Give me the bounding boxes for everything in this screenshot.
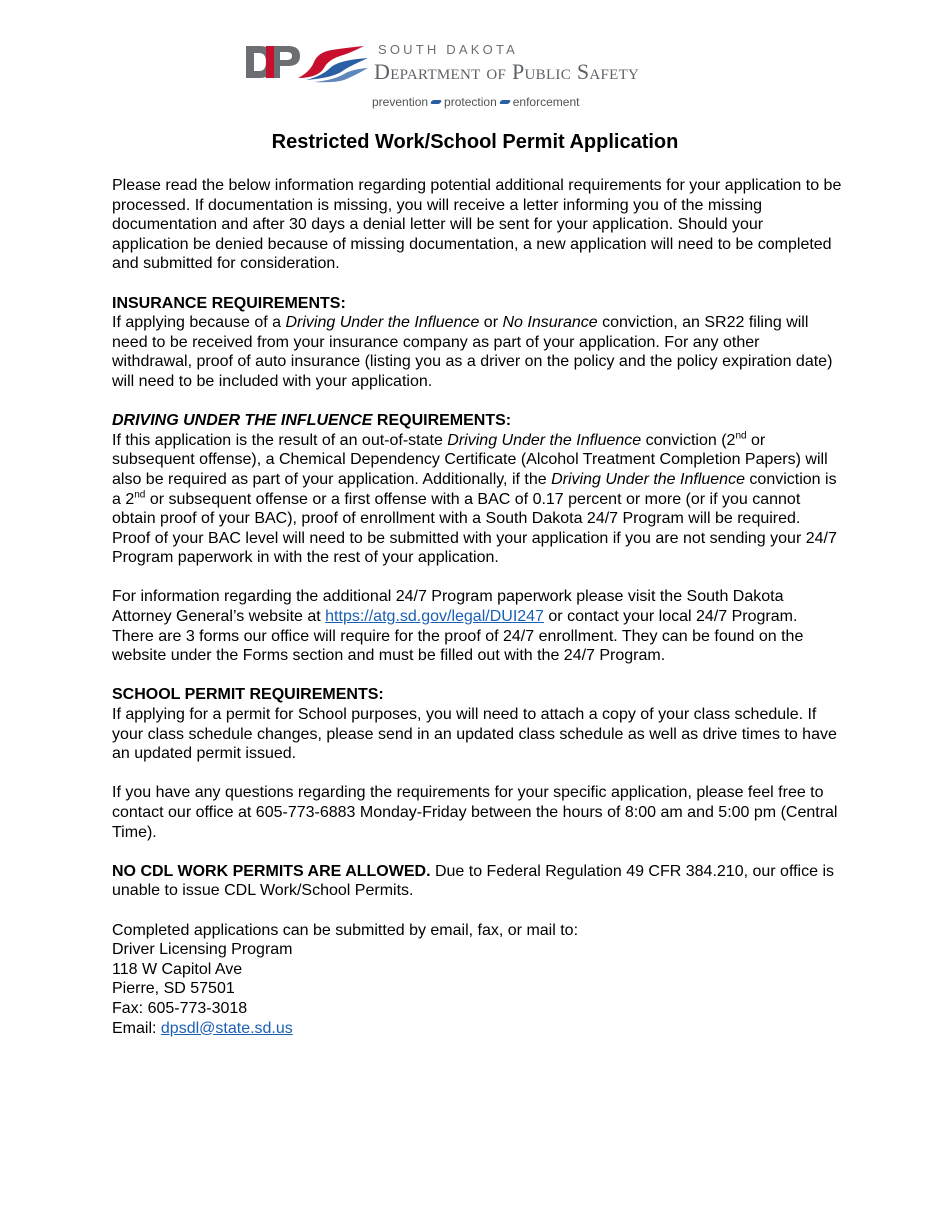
insurance-text-3: conviction, an SR22 filing will need to be received from your insurance company as part of your application. For any other withdrawal, proof of auto insurance (listing you as a driver on the policy and the policy expiration date) will need to be included with your application. [112,314,833,390]
insurance-italic-no-insurance: No Insurance [502,314,598,332]
dui-superscript-1: nd [735,430,747,442]
fax-line: Fax: 605-773-3018 [112,999,248,1017]
insurance-italic-dui: Driving Under the Influence [285,314,480,332]
insurance-heading: INSURANCE REQUIREMENTS: [112,294,346,312]
program-text-2: or contact your local 24/7 Program. There are 3 forms our office will require for the proof of 24/7 enrollment. They can be found on the website under the Forms section and must be filled out with the 24/7 Program. [112,608,804,665]
dui-superscript-2: nd [134,489,146,501]
address-city: Pierre, SD 57501 [112,980,235,998]
cdl-bold-text: NO CDL WORK PERMITS ARE ALLOWED. [112,862,431,880]
dui-italic-2: Driving Under the Influence [551,470,745,488]
dps-logo-mark-icon [244,42,369,86]
page-title: Restricted Work/School Permit Application [271,131,679,153]
tagline-enforcement: enforcement [512,95,580,109]
logo-tagline [372,95,579,109]
tagline-protection: protection [444,95,497,109]
tagline-separator-icon [499,100,511,104]
dui-section [112,411,842,568]
dui-heading-rest: REQUIREMENTS: [372,412,512,430]
insurance-section [112,294,842,392]
dui-heading [112,411,842,431]
cdl-paragraph [112,862,842,901]
dui-text-2: conviction (2 [641,431,736,449]
dui-text-5: or subsequent offense or a first offense with a BAC of 0.17 percent or more (or if you cannot obtain proof of your BAC), proof of enrollment with a South Dakota 24/7 Program will be required. Proof of your BAC level will need to be submitted with your application if you are not sending your 24/7 Program paperwork in with the rest of your application. [112,490,837,567]
tagline-prevention: prevention [372,95,429,109]
dui-italic-1: Driving Under the Influence [447,431,642,449]
school-heading: SCHOOL PERMIT REQUIREMENTS: [112,686,384,704]
dui-text-4: conviction is a 2 [112,470,837,508]
insurance-text-2: or [479,314,503,332]
email-link[interactable]: dpsdl@state.sd.us [160,1019,293,1037]
tagline-separator-icon [430,100,442,104]
dui247-link[interactable]: https://atg.sd.gov/legal/DUI247 [325,608,544,626]
program-text-1: For information regarding the additional 24/7 Program paperwork please visit the South Dakota Attorney General’s website at [112,588,784,626]
dui-text-1: If this application is the result of an out-of-state [112,431,448,449]
document-body [112,176,842,1058]
logo-state-text: SOUTH DAKOTA [378,42,519,57]
dps-logo [244,38,694,113]
school-section [112,685,842,763]
email-label: Email: [112,1019,161,1037]
address-street: 118 W Capitol Ave [112,960,243,978]
cdl-text: Due to Federal Regulation 49 CFR 384.210, our office is unable to issue CDL Work/School Permits. [112,862,835,900]
questions-paragraph: If you have any questions regarding the requirements for your specific application, please feel free to contact our office at 605-773-6883 Monday-Friday between the hours of 8:00 am and 5:00 pm (Central Time). [112,784,838,841]
email-line [112,1019,842,1039]
address-org: Driver Licensing Program [112,941,293,959]
dui-heading-italic: DRIVING UNDER THE INFLUENCE [112,412,373,430]
submit-intro: Completed applications can be submitted by email, fax, or mail to: [112,921,579,939]
insurance-text-1: If applying because of a [112,314,286,332]
school-text: If applying for a permit for School purposes, you will need to attach a copy of your class schedule. If your class schedule changes, please send in an updated class schedule as well as drive times to have an updated permit issued. [112,706,837,763]
dui-text-3: or subsequent offense), a Chemical Dependency Certificate (Alcohol Treatment Completion Papers) will also be required as part of your application. Additionally, if the [112,431,828,488]
program-paragraph [112,587,842,665]
submit-section [112,921,842,1039]
logo-department-text: Department of Public Safety [374,59,640,84]
intro-paragraph: Please read the below information regarding potential additional requirements for your application to be processed. If documentation is missing, you will receive a letter informing you of the missing documentation and after 30 days a denial letter will be sent for your application. Should your application be denied because of missing documentation, a new application will need to be completed and submitted for consideration. [112,177,842,273]
